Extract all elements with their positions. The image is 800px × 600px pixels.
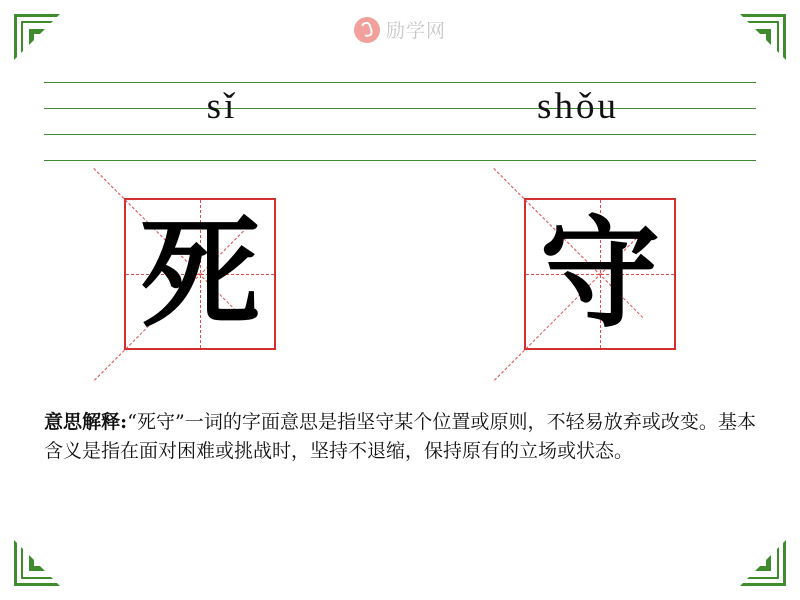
- character-grid-row: [0, 198, 800, 350]
- site-logo-text: 励学网: [385, 21, 447, 42]
- mizige-box: [124, 198, 276, 350]
- staff-line-3: [44, 134, 756, 135]
- pinyin-staff: [44, 82, 756, 162]
- corner-ornament-inner: [29, 555, 45, 571]
- corner-ornament-bottom-left: [14, 540, 60, 586]
- pinyin-first: sǐ: [206, 85, 238, 127]
- corner-ornament-top-left: [14, 14, 60, 60]
- explanation-block: [44, 408, 756, 467]
- corner-ornament-inner: [755, 555, 771, 571]
- mizige-box: [524, 198, 676, 350]
- explanation-label: 意思解释:: [44, 411, 128, 433]
- corner-ornament-bottom-right: [740, 540, 786, 586]
- pinyin-second: shǒu: [537, 85, 619, 127]
- corner-ornament-inner: [29, 29, 45, 45]
- corner-ornament-top-right: [740, 14, 786, 60]
- character-glyph-first: 死: [140, 203, 260, 344]
- pinyin-row: [44, 82, 756, 134]
- character-glyph-second: 守: [540, 203, 660, 344]
- explanation-text: “死守”一词的字面意思是指坚守某个位置或原则，不轻易放弃或改变。基本含义是指在面对困难或挑战时，坚持不退缩，保持原有的立场或状态。: [44, 411, 756, 463]
- character-cell-second: [400, 198, 800, 350]
- flame-logo-icon: [354, 17, 380, 43]
- staff-line-4: [44, 160, 756, 161]
- character-cell-first: [0, 198, 400, 350]
- corner-ornament-inner: [755, 29, 771, 45]
- site-logo: [354, 16, 446, 43]
